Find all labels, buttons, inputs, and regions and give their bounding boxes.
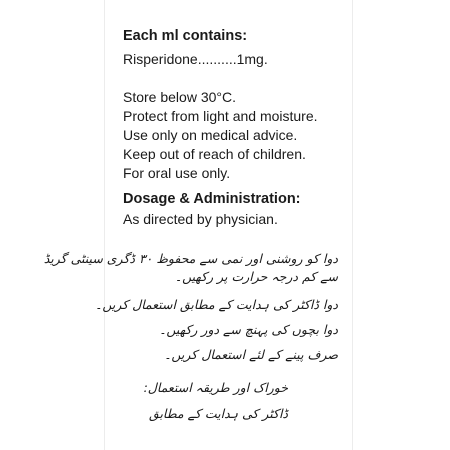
storage-line-5: For oral use only. <box>123 165 231 181</box>
urdu-storage-line-1: دوا کو روشنی اور نمی سے محفوظ ۳۰ ڈگری سینٹی گریڈ <box>43 251 338 266</box>
urdu-storage-line-4: دوا بچوں کی پہنچ سے دور رکھیں۔ <box>159 322 338 337</box>
storage-line-1: Store below 30°C. <box>123 89 236 105</box>
storage-line-2: Protect from light and moisture. <box>123 108 318 124</box>
dosage-heading: Dosage & Administration: <box>123 191 301 207</box>
dosage-text: As directed by physician. <box>123 211 278 227</box>
urdu-storage-line-2: سے کم درجہ حرارت پر رکھیں۔ <box>174 269 338 284</box>
contents-heading: Each ml contains: <box>123 28 248 44</box>
urdu-dosage-heading: خوراک اور طریقہ استعمال: <box>143 380 288 395</box>
urdu-dosage-text: ڈاکٹر کی ہدایت کے مطابق <box>149 406 288 421</box>
storage-line-4: Keep out of reach of children. <box>123 146 306 162</box>
urdu-storage-line-3: دوا ڈاکٹر کی ہدایت کے مطابق استعمال کریں۔ <box>95 297 338 312</box>
ingredient-line: Risperidone..........1mg. <box>123 51 268 67</box>
storage-line-3: Use only on medical advice. <box>123 127 298 143</box>
urdu-storage-line-5: صرف پینے کے لئے استعمال کریں۔ <box>164 347 338 362</box>
